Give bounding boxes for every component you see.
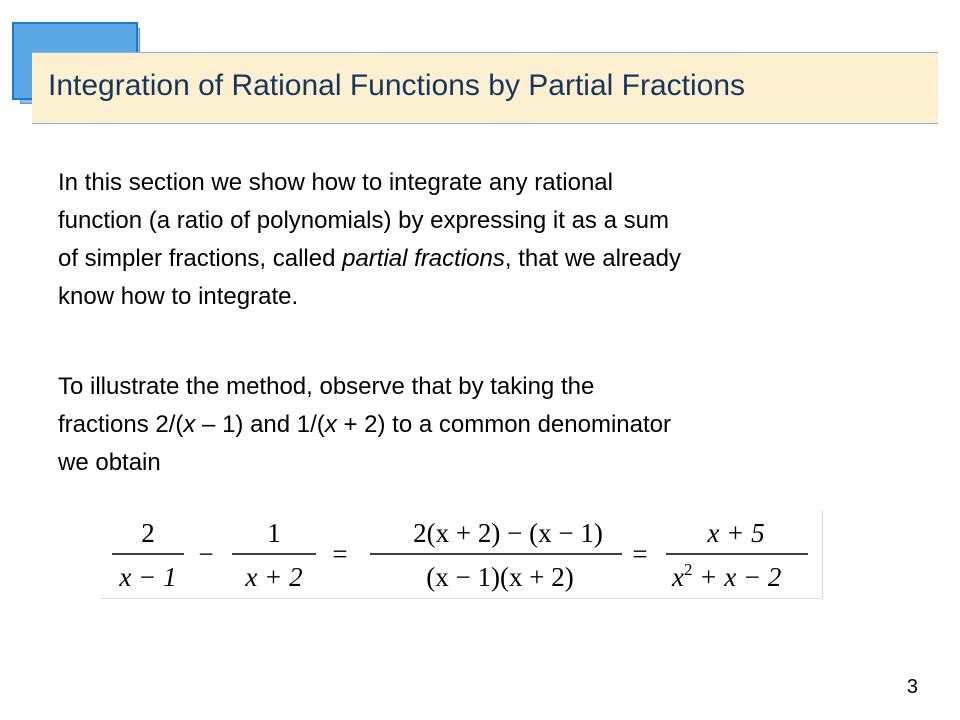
intro-line-2: function (a ratio of polynomials) by expressing it as a sum	[58, 207, 669, 234]
fraction-2-denominator: x + 2	[245, 562, 303, 592]
illustration-paragraph	[58, 368, 898, 482]
fraction-4-denominator-exponent: 2	[683, 560, 693, 579]
intro-line-3-start: of simpler fractions, called	[58, 245, 343, 272]
page-number: 3	[906, 676, 918, 698]
equation-image	[100, 510, 823, 599]
intro-line-4: know how to integrate.	[58, 283, 299, 310]
minus-sign: −	[198, 539, 214, 569]
fraction-4-denominator-x: x	[672, 562, 684, 592]
equals-sign-1: =	[332, 539, 348, 569]
variable-x: x	[324, 411, 337, 438]
intro-line-3-end: , that we already	[504, 245, 681, 272]
fraction-2-numerator: 1	[267, 518, 281, 548]
intro-paragraph	[58, 164, 898, 316]
variable-x: x	[183, 411, 196, 438]
equals-sign-2: =	[632, 539, 648, 569]
fraction-4-numerator: x + 5	[707, 518, 765, 548]
slide-title: Integration of Rational Functions by Partial Fractions	[48, 69, 746, 102]
equation-svg	[100, 510, 822, 598]
illustration-line-1: To illustrate the method, observe that by taking the	[58, 373, 595, 400]
illustration-line-2a: fractions 2/(	[58, 411, 184, 438]
fraction-3-denominator: (x − 1)(x + 2)	[426, 562, 574, 592]
partial-fractions-term: partial fractions	[342, 245, 505, 272]
illustration-line-3: we obtain	[58, 449, 161, 476]
intro-line-1: In this section we show how to integrate any rational	[58, 169, 613, 196]
illustration-line-2b: – 1) and 1/(	[195, 411, 325, 438]
fraction-4-denominator-rest: + x − 2	[692, 562, 782, 592]
fraction-1-numerator: 2	[141, 518, 155, 548]
illustration-line-2c: + 2) to a common denominator	[336, 411, 671, 438]
fraction-3-numerator: 2(x + 2) − (x − 1)	[413, 518, 603, 548]
fraction-4-denominator	[671, 560, 781, 592]
fraction-1-denominator: x − 1	[119, 562, 177, 592]
